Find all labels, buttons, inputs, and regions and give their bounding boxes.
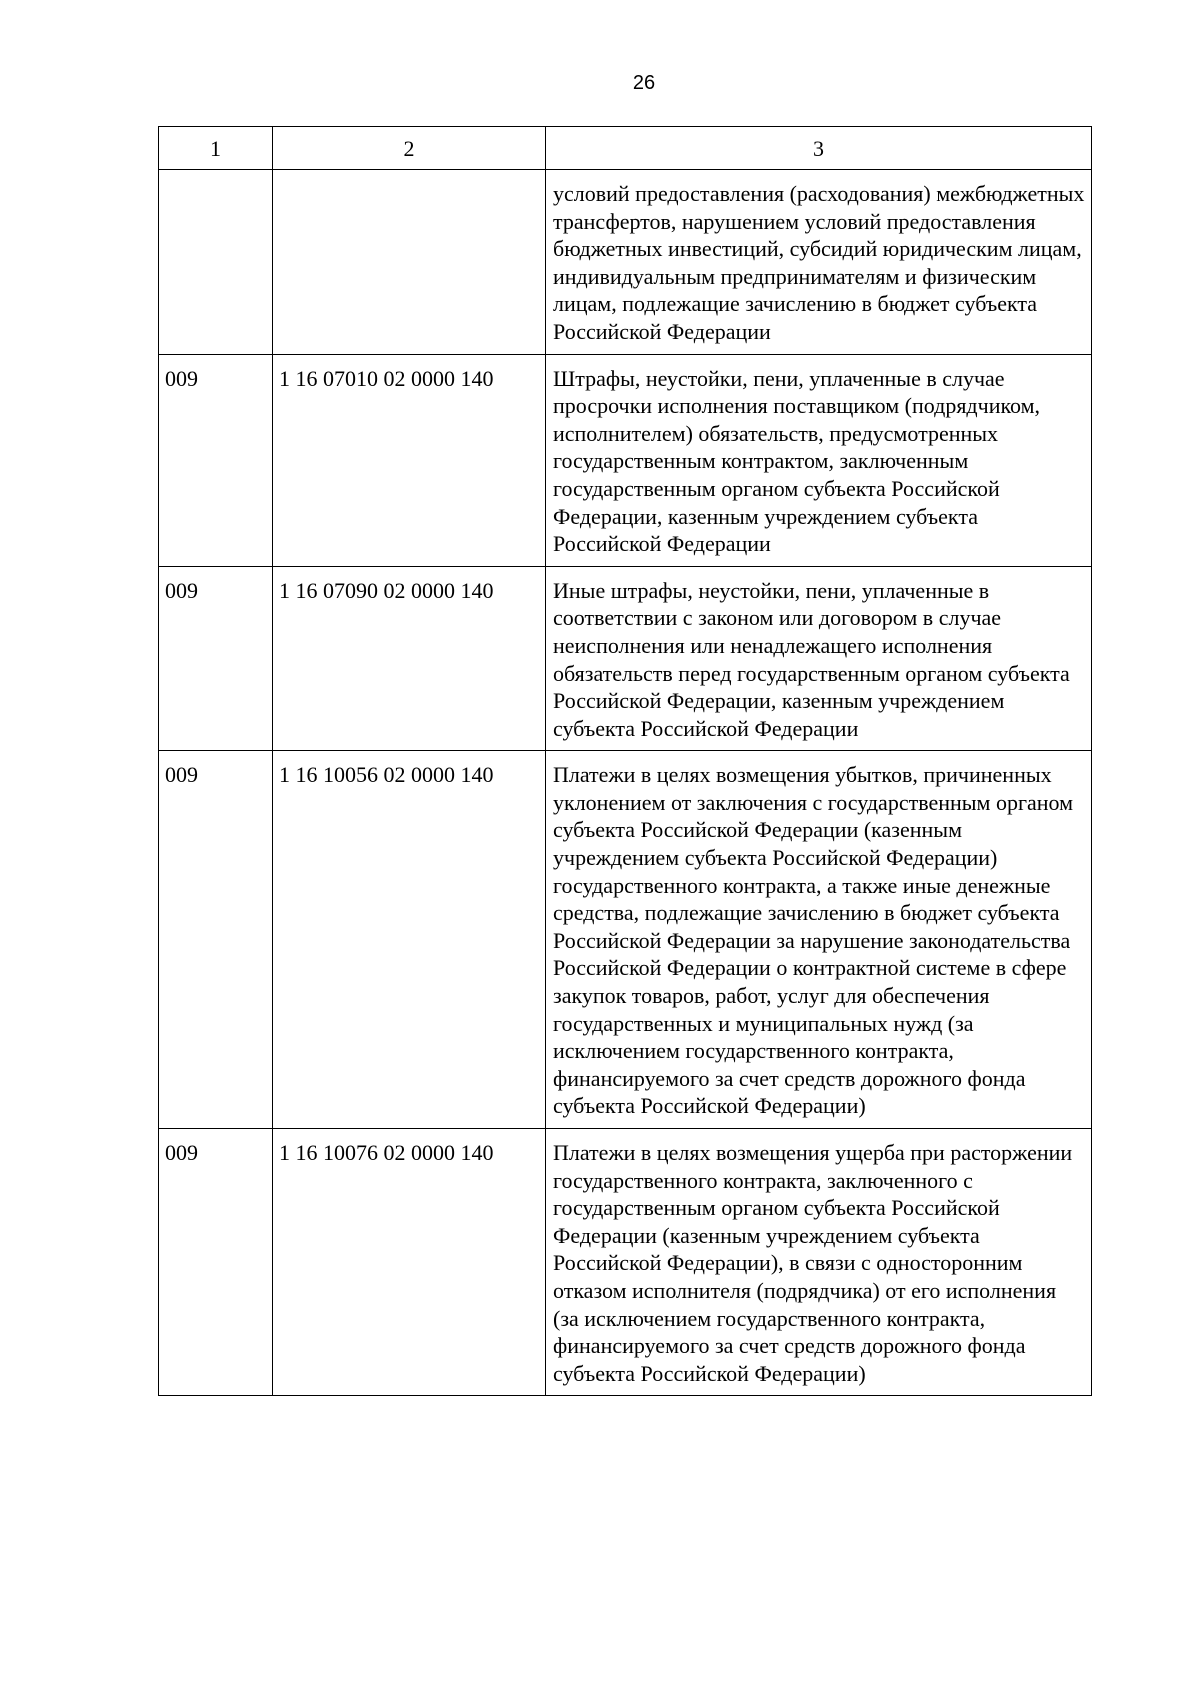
- column-header-3: 3: [546, 127, 1092, 170]
- admin-code-cell: 009: [159, 751, 273, 1129]
- table-row: [159, 354, 1092, 566]
- table-row: [159, 751, 1092, 1129]
- budget-code-cell: [273, 170, 546, 355]
- description-cell: условий предоставления (расходования) межбюджетных трансфертов, нарушением условий предоставления бюджетных инвестиций, субсидий юридическим лицам, индивидуальным предпринимателям и физическим лицам, подлежащие зачислению в бюджет субъекта Российской Федерации: [546, 170, 1092, 355]
- admin-code-cell: 009: [159, 1129, 273, 1396]
- admin-code-cell: 009: [159, 354, 273, 566]
- page-number: 26: [632, 72, 656, 94]
- description-cell: Штрафы, неустойки, пени, уплаченные в случае просрочки исполнения поставщиком (подрядчиком, исполнителем) обязательств, предусмотренных государственным контрактом, заключенным государственным органом субъекта Российской Федерации, казенным учреждением субъекта Российской Федерации: [546, 354, 1092, 566]
- description-cell: Платежи в целях возмещения убытков, причиненных уклонением от заключения с государственным органом субъекта Российской Федерации (казенным учреждением субъекта Российской Федерации) государственного контракта, а также иные денежные средства, подлежащие зачислению в бюджет субъекта Российской Федерации за нарушение законодательства Российской Федерации о контрактной системе в сфере закупок товаров, работ, услуг для обеспечения государственных и муниципальных нужд (за исключением государственного контракта, финансируемого за счет средств дорожного фонда субъекта Российской Федерации): [546, 751, 1092, 1129]
- admin-code-cell: [159, 170, 273, 355]
- table-row: [159, 170, 1092, 355]
- description-cell: Платежи в целях возмещения ущерба при расторжении государственного контракта, заключенного с государственным органом субъекта Российской Федерации (казенным учреждением субъекта Российской Федерации), в связи с односторонним отказом исполнителя (подрядчика) от его исполнения (за исключением государственного контракта, финансируемого за счет средств дорожного фонда субъекта Российской Федерации): [546, 1129, 1092, 1396]
- budget-code-cell: 1 16 10076 02 0000 140: [273, 1129, 546, 1396]
- table-header-row: [159, 127, 1092, 170]
- table-row: [159, 1129, 1092, 1396]
- table-row: [159, 566, 1092, 751]
- column-header-1: 1: [159, 127, 273, 170]
- budget-code-cell: 1 16 07010 02 0000 140: [273, 354, 546, 566]
- budget-code-cell: 1 16 07090 02 0000 140: [273, 566, 546, 751]
- budget-code-cell: 1 16 10056 02 0000 140: [273, 751, 546, 1129]
- admin-code-cell: 009: [159, 566, 273, 751]
- budget-codes-table: [158, 126, 1092, 1396]
- column-header-2: 2: [273, 127, 546, 170]
- description-cell: Иные штрафы, неустойки, пени, уплаченные в соответствии с законом или договором в случае неисполнения или ненадлежащего исполнения обязательств перед государственным органом субъекта Российской Федерации, казенным учреждением субъекта Российской Федерации: [546, 566, 1092, 751]
